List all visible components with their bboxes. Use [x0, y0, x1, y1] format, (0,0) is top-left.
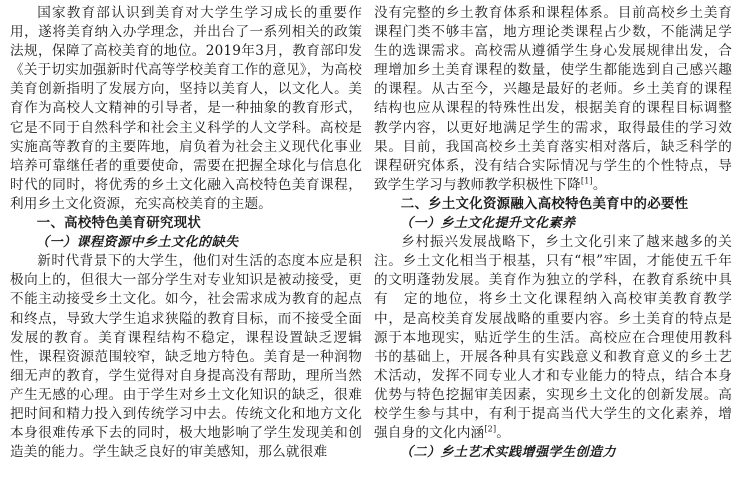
subsection-heading-2: （一）乡土文化提升文化素养 [400, 216, 576, 232]
body-paragraph-2-text: 乡村振兴发展战略下，乡土文化引来了越来越多的关注。乡土文化相当于根基，只有“根”牢固，才能使五千年的文明蓬勃发展。美育作为独立的学科，在教育系统中具有 定的地位，将乡土文化课程纳入高校审美教育教学中，是高校美育发展战略的重要内容。乡土美育的特点是源于本地现实，贴近学生的生活。高校应在合理使用教科书的基础上，开展各种具有实践意义和教育意义的乡土艺术活动，发挥不同专业人才和专业能力的特点，结合本身优势与特色挖掘审美因素，实现乡土文化的创新发展。高校学生参与其中，有利于提高当代大学生的文化素养，增强自身的文化内涵 [374, 234, 732, 442]
subsection-heading-3: （二）乡土艺术实践增强学生创造力 [400, 445, 617, 461]
left-column [10, 4, 362, 495]
body-paragraph-1: 新时代背景下的大学生，他们对生活的态度本应是积极向上的，但很大一部分学生对专业知识是被动接受，更不能主动接受乡土文化。如今，社会需求成为教育的起点和终点，导致大学生追求狭隘的教育目标，而不接受全面发展的教育。美育课程结构不稳定，课程设置缺乏逻辑性，课程资源范围较窄，缺乏地方特色。美育是一种润物细无声的教育，学生觉得对自身提高没有帮助，理所当然产生无感的心理。由于学生对乡土文化知识的缺乏，很难把时间和精力投入到传统学习中去。传统文化和地方文化本身很难传承下去的同时，极大地影响了学生发现美和创造美的能力。学生缺乏良好的审美感知，那么就很难 [10, 253, 362, 461]
right-column [374, 4, 732, 495]
continued-paragraph-text: 没有完整的乡土教育体系和课程体系。目前高校乡土美育课程门类不够丰富，地方理论类课程占少数，不能满足学生的选课需求。高校需从遵循学生身心发展规律出发，合理增加乡土美育课程的数量，使学生都能选到自己感兴趣的课程。从古至今，兴趣是最好的老师。乡土美育的课程结构也应从课程的特殊性出发，根据美育的课程目标调整教学内容，以更好地满足学生的需求，取得最佳的学习效果。目前，我国高校乡土美育落实相对落后，缺乏科学的课程研究体系，没有结合实际情况与学生的个性特点，导致学生学习与教师教学积极性下降 [374, 5, 732, 193]
citation-1: [1] [580, 176, 593, 186]
intro-paragraph: 国家教育部认识到美育对大学生学习成长的重要作用，遂将美育纳入办学理念，并出台了一系列相关的政策法规，保障了高校美育的地位。2019年3月，教育部印发《关于切实加强新时代高等学校美育工作的意见》，为高校美育创新指明了发展方向，坚持以美育人，以文化人。美育作为高校人文精神的引导者，是一种抽象的教育形式，它是不同于自然科学和社会主义科学的人文学科。高校是实施高等教育的主要阵地，肩负着为社会主义现代化事业培养可靠继任者的重要使命，需要在把握全球化与信息化时代的同时，将优秀的乡土文化融入高校特色美育课程，利用乡土文化资源，充实高校美育的主题。 [10, 5, 362, 212]
citation-2: [2] [484, 424, 497, 434]
body-paragraph-2 [374, 233, 732, 443]
section-heading-2: 二、乡土文化资源融入高校特色美育中的必要性 [400, 196, 689, 212]
body-paragraph-2-end: 。 [496, 425, 511, 442]
continued-paragraph-end: 。 [592, 176, 607, 193]
section-heading-1: 一、高校特色美育研究现状 [36, 216, 202, 232]
subsection-heading-1: （一）课程资源中乡土文化的缺失 [36, 235, 239, 251]
continued-paragraph [374, 4, 732, 195]
